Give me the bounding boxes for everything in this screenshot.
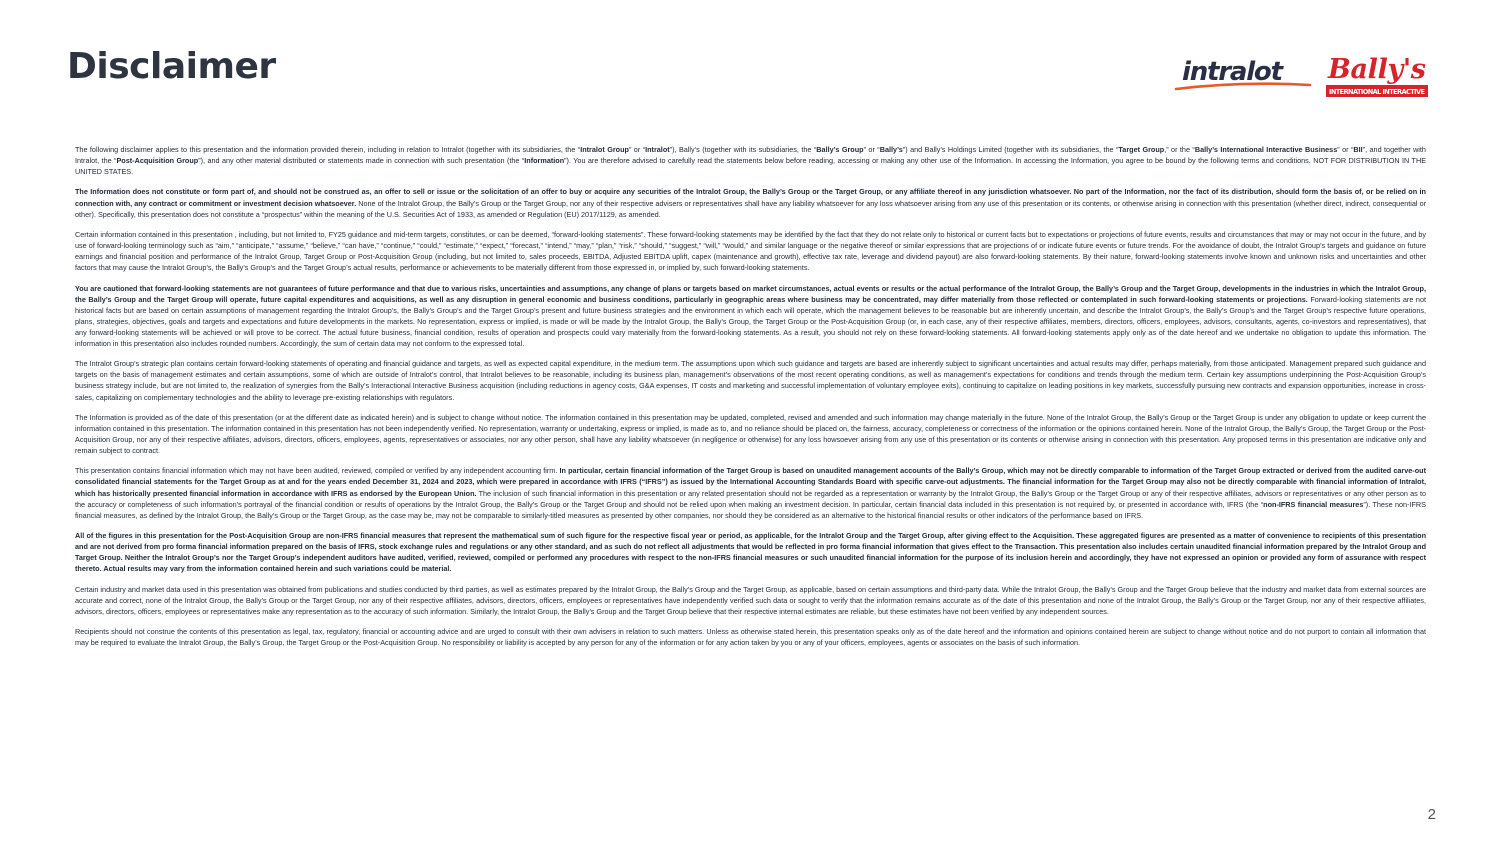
text-run: ” or “ — [863, 145, 880, 154]
ballys-logo-text: Bally's — [1328, 54, 1426, 85]
disclaimer-paragraph — [75, 186, 1426, 219]
disclaimer-paragraph — [75, 283, 1426, 350]
bold-text-run: All of the figures in this presentation for the Post-Acquisition Group are non-IFRS financial measures that represent the mathematical sum of such figure for the respective fiscal year or period, as applicable, for the Intralot Group and the Target Group, after giving effect to the Acquisition. These aggregated figures are presented as a matter of convenience to recipients of this presentation and are not derived from pro forma financial information prepared on the basis of IFRS, stock exchange rules and regulations or any other standard, and as such do not reflect all adjustments that would be reflected in pro forma financial information that gives effect to the Transaction. This presentation also includes certain unaudited financial information prepared by the Intralot Group and Target Group. Neither the Intralot Group’s nor the Target Group’s independent auditors have audited, verified, reviewed, compiled or performed any procedures with respect to the non-IFRS financial measures or such unaudited financial information for the purpose of its inclusion herein and accordingly, they have not expressed an opinion or provided any form of assurance with respect thereto. Actual results may vary from the information contained herein and such variations could be material. — [75, 531, 1426, 574]
text-run: Forward-looking statements are not historical facts but are based on certain assumptions of management regarding the Intralot Group’s, the Bally’s Group’s and the Target Group’s present and future business strategies and the environment in which each will operate, which the management believes to be reasonable but are inherently uncertain, and describe the Intralot Group’s, the Bally’s Group’s and the Target Group’s respective future operations, plans, strategies, objectives, goals and targets and expectations and future developments in the markets. No representation, express or implied, is made or will be made by the Intralot Group, the Bally’s Group, the Target Group or the Post-Acquisition Group (or, in each case, any of their respective affiliates, members, directors, officers, employees, advisors, consultants, agents, co-investors and representatives), that any forward-looking statements will be achieved or will prove to be correct. The actual future business, financial condition, results of operation and prospects could vary materially from the forward-looking statements. As a result, you should not rely on these forward-looking statements. All forward-looking statements apply only as of the date hereof and we undertake no obligation to update this information. The information in this presentation also includes rounded numbers. Accordingly, the sum of certain data may not conform to the expressed total. — [75, 294, 1426, 348]
disclaimer-paragraph — [75, 144, 1426, 177]
text-run: None of the Intralot Group, the Bally’s Group or the Target Group, nor any of their respective advisers or representatives shall have any liability whatsoever for any loss whatsoever arising from any use of this presentation or its contents, or otherwise arising in connection with this presentation (whether direct, indirect, consequential or other). Specifically, this presentation does not constitute a “prospectus” within the meaning of the U.S. Securities Act of 1933, as amended or Regulation (EU) 2017/1129, as amended. — [75, 198, 1427, 219]
text-run: Certain information contained in this presentation , including, but not limited to, FY25 guidance and mid-term targets, constitutes, or can be deemed, “forward-looking statements”. These forward-looking statements may be identified by the fact that they do not relate only to historical or current facts but to expectations or projections of future events, results and circumstances that may or may not occur in the future, and by use of forward-looking terminology such as “aim,” “anticipate,” “assume,” “believe,” “can have,” “continue,” “could,” “estimate,” “expect,” “forecast,” “intend,” “may,” “plan,” “risk,” “should,” “suggest,” “will,” “would,” and similar language or the negative thereof or similar expressions that are projections of or indicate future events or future trends. For the avoidance of doubt, the Intralot Group’s targets and guidance on future earnings and financial position and performance of the Intralot Group, Target Group or Post-Acquisition Group (including, but not limited to, sales proceeds, EBITDA, Adjusted EBITDA uplift, capex (maintenance and growth), effective tax rate, leverage and dividend payout) are also forward-looking statements. By their nature, forward-looking statements involve known and unknown risks and uncertainties and other factors that may cause the Intralot Group’s, the Bally’s Group’s and the Target Group’s actual results, performance or achievements to be materially different from those expressed in, or implied by, such forward-looking statements. — [75, 229, 1426, 273]
text-run: ”, and together with Intralot, the “ — [75, 145, 1426, 166]
disclaimer-paragraph — [75, 626, 1426, 648]
text-run: The inclusion of such financial information in this presentation or any related presentation should not be regarded as a representation or warranty by the Intralot Group, the Bally’s Group or the Target Group or any of their respective affiliates, advisors or representatives or any other person as to the accuracy or completeness of such information’s portrayal of the financial condition or results of operations by the Intralot Group, the Bally’s Group or the Target Group and should not be relied upon when making an investment decision. In particular, certain financial data included in this presentation is not required by, or presented in accordance with, IFRS (the “ — [75, 488, 1427, 509]
disclaimer-paragraph — [75, 584, 1426, 617]
page-number: 2 — [1427, 806, 1436, 823]
disclaimer-paragraph — [75, 358, 1426, 402]
text-run: ” or “ — [1337, 145, 1354, 154]
page-title: Disclaimer — [67, 46, 276, 87]
intralot-logo-text: intralot — [1182, 57, 1282, 87]
bold-text-run: Bally’s — [879, 145, 903, 154]
intralot-logo — [1176, 57, 1310, 89]
bold-text-run: BII — [1353, 145, 1363, 154]
bold-text-run: Information — [524, 156, 565, 166]
disclaimer-body — [75, 144, 1426, 657]
disclaimer-paragraph — [75, 530, 1426, 574]
bold-text-run: The Information does not constitute or form part of, and should not be construed as, an offer to sell or issue or the solicitation of an offer to buy or acquire any securities of the Intralot Group, the Bally’s Group or the Target Group, or any affiliate thereof in any jurisdiction whatsoever. No part of the Information, nor the fact of its distribution, should form the basis of, or be relied on in connection with, any contract or commitment or investment decision whatsoever. — [75, 187, 1426, 208]
text-run: ”) and Bally’s Holdings Limited (together with its subsidiaries, the “ — [902, 145, 1119, 154]
disclaimer-paragraph — [75, 412, 1426, 456]
text-run: ” or “ — [628, 145, 646, 154]
disclaimer-paragraph — [75, 229, 1426, 273]
text-run: ”), and any other material distributed or statements made in connection with such presentation (the “ — [198, 156, 525, 166]
text-run: The following disclaimer applies to this presentation and the information provided therein, including in relation to Intralot (together with its subsidiaries, the “ — [75, 145, 581, 154]
text-run: The Intralot Group’s strategic plan contains certain forward-looking statements of operating and financial guidance and targets, as well as expected capital expenditure, in the medium term. The assumptions upon which such guidance and targets are based are inherently subject to significant uncertainties and actual results may differ, perhaps materially, from those anticipated. Management prepared such guidance and targets on the basis of management estimates and certain assumptions, some of which are outside of Intralot’s control, that Intralot believes to be reasonable, including its business plan, management’s observations of the most recent operating conditions, as well as management’s expectations for conditions and trends through the medium term. Certain key assumptions underpinning the Post-Acquisition Group’s business strategy include, but are not limited to, the realization of synergies from the Bally’s Interactional Interactive Business acquisition (including reductions in agency costs, G&A expenses, IT costs and marketing and successful implementation of voluntary employee exits), continuing to capitalize on leading positions in key markets, successfully pursuing new contracts and expansion opportunities, increase in cross-sales, capitalizing on complementary technologies and the ability to leverage pre-existing relationships with regulators. — [75, 359, 1426, 402]
text-run: Certain industry and market data used in this presentation was obtained from publications and studies conducted by third parties, as well as estimates prepared by the Intralot Group, the Bally’s Group and the Target Group, as applicable, based on certain assumptions and third-party data. While the Intralot Group, the Bally’s Group and the Target Group believe that the industry and market data from external sources are accurate and correct, none of the Intralot Group, the Bally’s Group or the Target Group, nor any of their respective affiliates, advisors, directors, officers, employees or representatives have independently verified such data or sought to verify that the information remains accurate as of the date of this presentation and none of the Intralot Group, the Bally’s Group or the Target Group, nor any of their respective affiliates, advisors, directors, officers, employees or representatives make any representation as to the accuracy of such information. Similarly, the Intralot Group, the Bally’s Group and the Target Group believe that their respective internal estimates are reliable, but these estimates have not been verified by any independent sources. — [75, 584, 1426, 616]
bold-text-run: Bally’s International Interactive Business — [1194, 145, 1338, 154]
bold-text-run: Target Group — [1118, 145, 1165, 154]
bold-text-run: non-IFRS financial measures — [1263, 499, 1364, 509]
bold-text-run: Post-Acquisition Group — [116, 156, 199, 166]
ballys-logo — [1326, 54, 1428, 97]
text-run: This presentation contains financial information which may not have been audited, reviewed, compiled or verified by any independent accounting firm. — [75, 466, 560, 476]
ballys-logo-tagline: INTERNATIONAL INTERACTIVE — [1329, 88, 1425, 96]
text-run: ”). You are therefore advised to carefully read the statements below before reading, accessing or making any other use of the Information. In accessing the Information, you agree to be bound by the following terms and conditions. NOT FOR DISTRIBUTION IN THE UNITED STATES. — [75, 156, 1427, 177]
company-logos — [1170, 48, 1432, 100]
bold-text-run: Bally’s Group — [816, 145, 864, 154]
bold-text-run: In particular, certain financial information of the Target Group is based on unaudited management accounts of the Bally’s Group, which may not be directly comparable to information of the Target Group extracted or derived from the audited carve-out consolidated financial statements for the Target Group as at and for the years ended December 31, 2024 and 2023, which were prepared in accordance with IFRS (“IFRS”) as issued by the International Accounting Standards Board with specific carve-out adjustments. The financial information for the Target Group may also not be directly comparable with financial information of Intralot, which has historically presented financial information in accordance with IFRS as endorsed by the European Union. — [75, 466, 1426, 498]
bold-text-run: Intralot Group — [580, 145, 629, 154]
logo-group — [1170, 48, 1432, 100]
text-run: ”), Bally’s (together with its subsidiaries, the “ — [669, 145, 817, 154]
text-run: ”). These non-IFRS financial measures, as defined by the Intralot Group, the Bally’s Group or the Target Group, as the case may be, may not be comparable to similarly-titled measures as presented by other companies, nor should they be considered as an alternative to the historical financial results or other indicators of the performance based on IFRS. — [75, 499, 1426, 520]
bold-text-run: Intralot — [645, 145, 670, 154]
text-run: ,” or the “ — [1164, 145, 1195, 154]
disclaimer-paragraph — [75, 465, 1426, 520]
text-run: The Information is provided as of the date of this presentation (or at the different date as indicated herein) and is subject to change without notice. The information contained in this presentation may be updated, completed, revised and amended and such information may change materially in the future. None of the Intralot Group, the Bally’s Group or the Target Group is under any obligation to update or keep current the information contained in this presentation. The information contained in this presentation has not been independently verified. No representation, warranty or undertaking, express or implied, is made as to, and no reliance should be placed on, the fairness, accuracy, completeness or correctness of the information or the opinions contained herein. None of the Intralot Group, the Bally’s Group, the Target Group or the Post-Acquisition Group, nor any of their respective affiliates, advisors, directors, officers, employees, agents, representatives or associates, nor any other person, shall have any liability whatsoever (in negligence or otherwise) for any loss howsoever arising from any use of this presentation or its contents or otherwise arising in connection with this presentation. Any proposed terms in this presentation are indicative only and remain subject to contract. — [75, 412, 1426, 456]
text-run: Recipients should not construe the contents of this presentation as legal, tax, regulatory, financial or accounting advice and are urged to consult with their own advisers in relation to such matters. Unless as otherwise stated herein, this presentation speaks only as of the date hereof and the information and opinions contained herein are subject to change without notice and do not purport to contain all information that may be required to evaluate the Intralot Group, the Bally’s Group, the Target Group or the Post-Acquisition Group. No responsibility or liability is accepted by any person for any of the information or for any action taken by you or any of your officers, employees, agents or associates on the basis of such information. — [75, 627, 1426, 648]
bold-text-run: You are cautioned that forward-looking statements are not guarantees of future performance and that due to various risks, uncertainties and assumptions, any change of plans or targets based on market circumstances, actual events or results or the actual performance of the Intralot Group, the Bally’s Group and the Target Group, developments in the industries in which the Intralot Group, the Bally’s Group and the Target Group will operate, future capital expenditures and acquisitions, as well as any disruption in general economic and business conditions, particularly in geographic areas where business may be concentrated, may differ materially from those reflected or contemplated in such forward-looking statements or projections. — [75, 283, 1426, 304]
